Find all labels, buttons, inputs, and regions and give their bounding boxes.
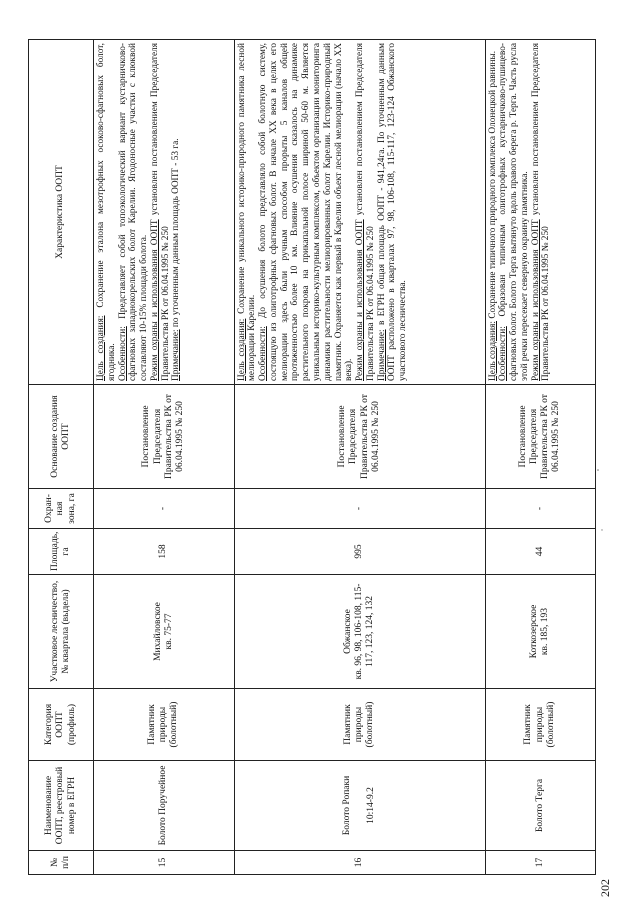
row-name-text: Болото Ропаки bbox=[342, 775, 353, 836]
regime-text: установлен постановлением Председателя Правительства РК от 06.04.1995 № 250 bbox=[355, 43, 376, 381]
row-category: Памятник природы (болотный) bbox=[94, 689, 235, 761]
note-text: в ЕГРН общая площадь ООПТ - 941,24га. По уточненным данным ООПТ расположено в кварталах 97, 98, 106-108, 115-117, 123-124 Обжанского участкового лесничества. bbox=[376, 43, 409, 381]
row-forestry-name: Михайловское bbox=[152, 602, 163, 661]
features-label: Особенности: bbox=[498, 326, 509, 381]
header-num: № п/п bbox=[29, 851, 94, 875]
row-zone: - bbox=[94, 489, 235, 529]
regime-label: Режим охраны и использования ООПТ bbox=[149, 219, 160, 381]
goal-text: Сохранение уникального историко-природного памятника лесной мелиорации Карелии. bbox=[236, 43, 258, 381]
row-basis: Постановление Председателя Правительства РК от 06.04.1995 № 250 bbox=[94, 385, 235, 489]
row-zone: - bbox=[485, 489, 595, 529]
row-num: 16 bbox=[234, 851, 485, 875]
page-number: 202 bbox=[598, 879, 612, 897]
header-zone: Охран-ная зона, га bbox=[29, 489, 94, 529]
goal-label: Цель создания: bbox=[96, 315, 106, 381]
row-zone: - bbox=[234, 489, 485, 529]
note-text: по уточненным данным площадь ООПТ - 53 га. bbox=[171, 138, 182, 330]
row-forestry-name: Обжанское bbox=[342, 609, 353, 654]
features-label: Особенности: bbox=[258, 326, 269, 381]
features-label: Особенности: bbox=[117, 326, 128, 381]
row-basis: Постановление Председателя Правительства РК от 06.04.1995 № 250 bbox=[485, 385, 595, 489]
regime-label: Режим охраны и использования ООПТ bbox=[355, 219, 366, 381]
regime-text: установлен постановлением Председателя Правительства РК от 06.04.1995 № 250 bbox=[149, 43, 171, 381]
features-text: До осушения болото представляло собой болотную систему, состоящую из олиготрофных сфагновых болот. В начале ХХ века в целях его мелиорации здесь были ручным способом прорыты 5 каналов общей протяженностью более 10 км. Влияние осушения сказалось на динамике растительного покрова на прикапальной полосе шириной 50-60 м. Является уникальным историко-культурным комплексом, объектом организации мониторинга динамики растительности мелиорированных болот Карелии. Историко-природный памятник. Охраняется как первый в Карелии объект лесной мелиорации (начало ХХ века). bbox=[258, 43, 355, 381]
scan-speck bbox=[601, 529, 602, 530]
features-text: Образован типичным олиготрофных кустарничково-пушицево-сфагновых болот. Болото Терга вытянуто вдоль правого берега р. Терга. Часть русла этой речки пересекает северную окраину памятника. bbox=[498, 43, 530, 381]
goal-text: Сохранение типичного природного комплекса Олонецкой равнины. bbox=[487, 50, 498, 321]
regime-label: Режим охраны и использования ООПТ bbox=[530, 219, 541, 381]
row-area: 158 bbox=[94, 529, 235, 575]
features-text: Представляет собой топоэкологический вариант кустарничково-сфагновых западнокорельских болот Карелии. Ягодоносные участки с клюквой составляют 10-15% площади болота. bbox=[117, 43, 150, 381]
scan-speck bbox=[597, 469, 599, 471]
row-forestry-name: Коткозерское bbox=[529, 604, 540, 659]
row-area: 44 bbox=[485, 529, 595, 575]
header-forestry: Участковое лесничество, № квартала (выдела) bbox=[29, 575, 94, 689]
row-num: 15 bbox=[94, 851, 235, 875]
header-characteristics: Характеристика ООПТ bbox=[29, 40, 94, 385]
row-forestry-kv: кв. 96, 98, 106-108, 115-117, 123, 124, 132 bbox=[353, 583, 376, 680]
row-area: 995 bbox=[234, 529, 485, 575]
row-basis: Постановление Председателя Правительства РК от 06.04.1995 № 250 bbox=[234, 385, 485, 489]
goal-label: Цель создания: bbox=[236, 318, 247, 381]
row-num: 17 bbox=[485, 851, 595, 875]
row-category: Памятник природы (болотный) bbox=[234, 689, 485, 761]
header-basis: Основание создания ООПТ bbox=[29, 385, 94, 489]
row-forestry-kv: кв. 185, 193 bbox=[540, 607, 551, 656]
row-name-text: Болото Поручейное bbox=[158, 765, 169, 846]
note-label: Примечание: bbox=[171, 329, 182, 381]
regime-text: установлен постановлением Председателя Правительства РК от 06.04.1995 № 250 bbox=[530, 43, 552, 381]
header-category: Категория ООПТ (профиль) bbox=[29, 689, 94, 761]
row-category: Памятник природы (болотный) bbox=[485, 689, 595, 761]
header-area: Площадь, га bbox=[29, 529, 94, 575]
goal-text: Сохранение эталона мезотрофных осоково-сфагновых болот, ягодника. bbox=[96, 43, 117, 381]
note-label: Примечание: bbox=[376, 329, 387, 381]
header-name: Наименование ООПТ, реестровый номер в ЕГРН bbox=[29, 761, 94, 851]
row-forestry-kv: кв. 75-77 bbox=[163, 613, 174, 650]
row-registry-number: 10:14-9.2 bbox=[365, 787, 376, 824]
row-name-text: Болото Терга bbox=[534, 778, 545, 833]
goal-label: Цель создания: bbox=[487, 321, 498, 381]
